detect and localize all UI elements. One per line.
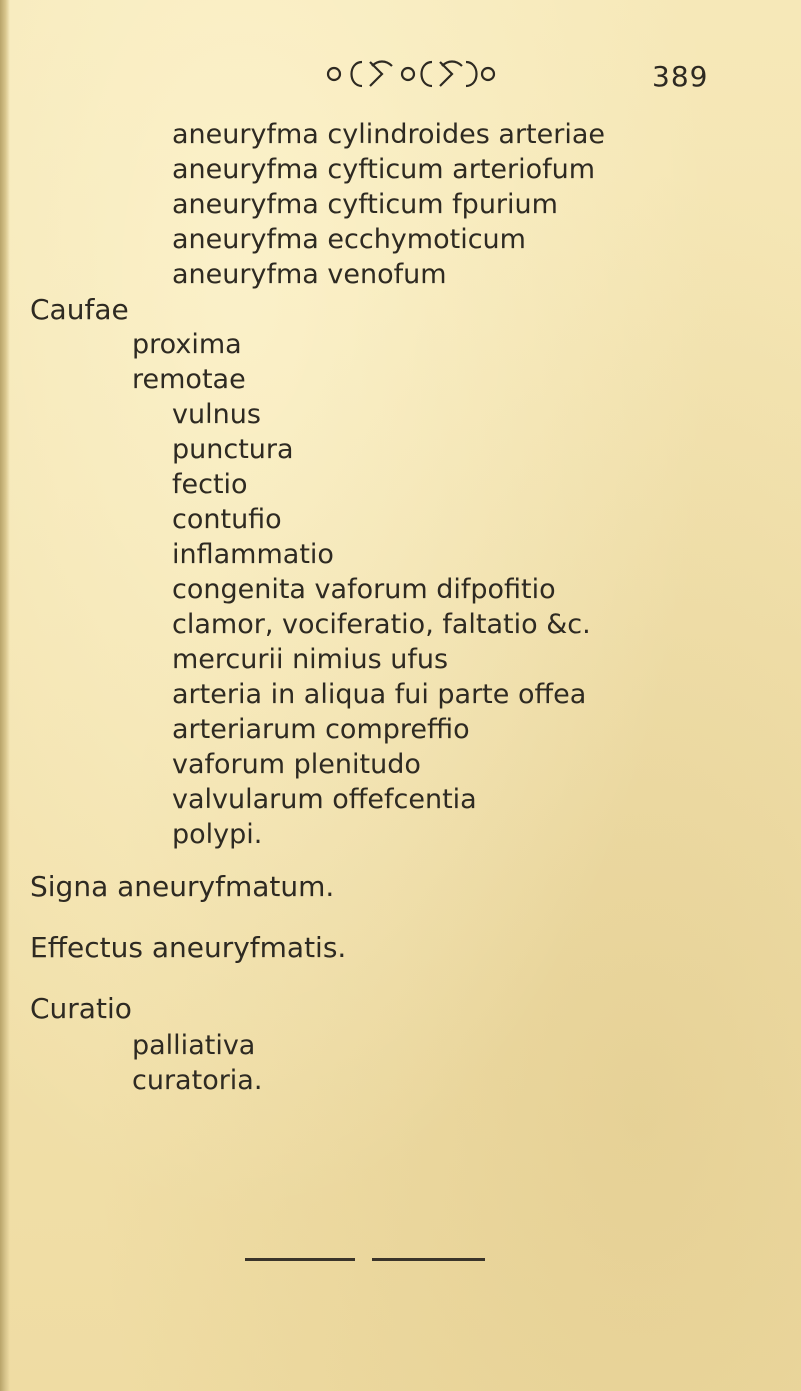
text-line: aneuryfma ecchymoticum bbox=[172, 224, 526, 255]
text-line: inflammatio bbox=[172, 539, 334, 570]
text-line: arteriarum compreffio bbox=[172, 714, 470, 745]
text-line: mercurii nimius ufus bbox=[172, 644, 449, 675]
text-line: aneuryfma cylindroides arteriae bbox=[172, 119, 606, 150]
text-line: curatoria. bbox=[132, 1065, 263, 1096]
text-line: aneuryfma cyfticum fpurium bbox=[172, 189, 558, 220]
text-line: palliativa bbox=[132, 1030, 256, 1061]
text-line: congenita vaforum difpofitio bbox=[172, 574, 556, 605]
page-number: 389 bbox=[652, 60, 709, 93]
text-line: aneuryfma cyfticum arteriofum bbox=[172, 154, 596, 185]
section-heading: Signa aneuryfmatum. bbox=[30, 870, 335, 903]
text-line: vulnus bbox=[172, 399, 261, 430]
text-line: arteria in aliqua fui parte offea bbox=[172, 679, 587, 710]
section-heading: Curatio bbox=[30, 992, 132, 1025]
end-rule-right bbox=[372, 1258, 485, 1261]
end-rule-left bbox=[245, 1258, 355, 1261]
text-line: aneuryfma venofum bbox=[172, 259, 447, 290]
text-line: vaforum plenitudo bbox=[172, 749, 421, 780]
section-heading: Caufae bbox=[30, 293, 129, 326]
text-line: clamor, vociferatio, faltatio &c. bbox=[172, 609, 591, 640]
page-fold-shadow bbox=[0, 0, 10, 1391]
section-heading: Effectus aneuryfmatis. bbox=[30, 931, 347, 964]
header-ornament bbox=[320, 52, 500, 92]
text-line: proxima bbox=[132, 329, 242, 360]
text-line: valvularum offefcentia bbox=[172, 784, 477, 815]
text-line: contufio bbox=[172, 504, 282, 535]
text-line: remotae bbox=[132, 364, 246, 395]
text-line: punctura bbox=[172, 434, 294, 465]
text-line: fectio bbox=[172, 469, 248, 500]
text-line: polypi. bbox=[172, 819, 263, 850]
